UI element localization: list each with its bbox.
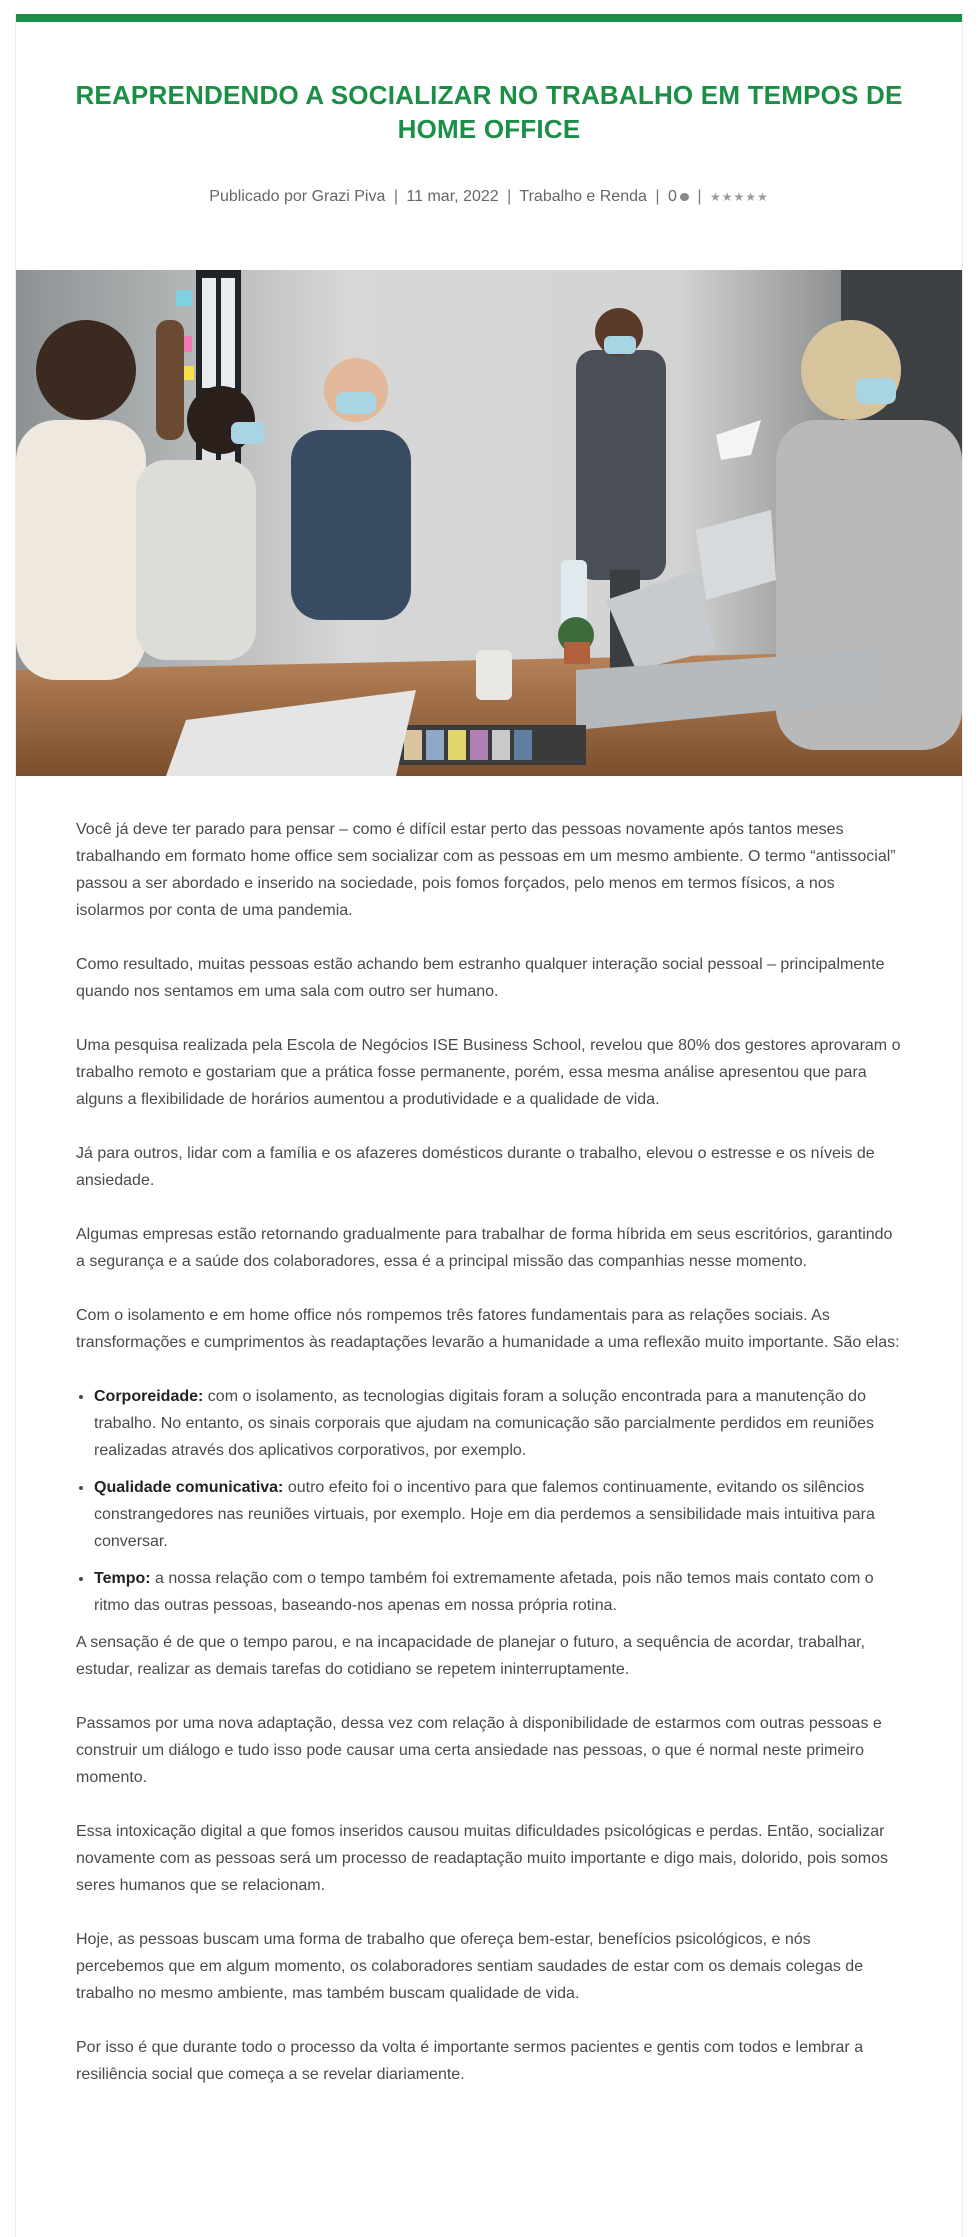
list-item-text: a nossa relação com o tempo também foi extremamente afetada, pois não temos mais contato com o ritmo das outras pessoas, baseando-nos apenas em nossa própria rotina.	[94, 1570, 874, 1614]
published-by-label: Publicado por	[209, 188, 308, 205]
list-item	[94, 1565, 902, 1619]
paragraph: Hoje, as pessoas buscam uma forma de trabalho que ofereça bem-estar, benefícios psicológicos, e nós percebemos que em algum momento, os colaboradores sentiam saudades de estar com os demais colegas de trabalho no mesmo ambiente, mas também buscam qualidade de vida.	[76, 1931, 864, 2002]
paragraph: Você já deve ter parado para pensar – como é difícil estar perto das pessoas novamente após tantos meses trabalhando em formato home office sem socializar com as pessoas em um mesmo ambiente. O termo “antissocial” passou a ser abordado e inserido na sociedade, pois fomos forçados, pelo menos em termos físicos, a nos isolarmos por conta de uma pandemia.	[76, 821, 896, 919]
list-item	[94, 1383, 902, 1464]
meta-separator: |	[393, 188, 398, 205]
list-item-text: outro efeito foi o incentivo para que falemos continuamente, evitando os silêncios constrangedores nas reuniões virtuais, por exemplo. Hoje em dia perdemos a sensibilidade mais intuitiva para conversar.	[94, 1479, 875, 1550]
list-item	[94, 1474, 902, 1555]
paragraph: Uma pesquisa realizada pela Escola de Negócios ISE Business School, revelou que 80% dos gestores aprovaram o trabalho remoto e gostariam que a prática fosse permanente, porém, essa mesma análise apresentou que para alguns a flexibilidade de horários aumentou a produtividade e a qualidade de vida.	[76, 1037, 901, 1108]
paragraph: Já para outros, lidar com a família e os afazeres domésticos durante o trabalho, elevou o estresse e os níveis de ansiedade.	[76, 1145, 875, 1189]
paragraph: A sensação é de que o tempo parou, e na incapacidade de planejar o futuro, a sequência de acordar, trabalhar, estudar, realizar as demais tarefas do cotidiano se repetem ininterruptamente.	[76, 1634, 866, 1678]
paragraph: Essa intoxicação digital a que fomos inseridos causou muitas dificuldades psicológicas e perdas. Então, socializar novamente com as pessoas será um processo de readaptação muito importante e digo mais, dolorido, pois somos seres humanos que se relacionam.	[76, 1823, 888, 1894]
author-link[interactable]: Grazi Piva	[311, 188, 386, 205]
comment-icon	[680, 193, 689, 201]
post-title: REAPRENDENDO A SOCIALIZAR NO TRABALHO EM TEMPOS DE HOME OFFICE	[75, 80, 903, 144]
post-container	[15, 14, 963, 2237]
rating-stars-icon[interactable]: ★★★★★	[709, 190, 769, 204]
article-body	[76, 816, 902, 2088]
comment-count: 0	[667, 188, 677, 205]
list-item-text: com o isolamento, as tecnologias digitais foram a solução encontrada para a manutenção do trabalho. No entanto, os sinais corporais que ajudam na comunicação são parcialmente perdidos em reuniões realizadas através dos aplicativos corporativos, por exemplo.	[94, 1388, 875, 1459]
paragraph: Passamos por uma nova adaptação, dessa vez com relação à disponibilidade de estarmos com outras pessoas e construir um diálogo e tudo isso pode causar uma certa ansiedade nas pessoas, o que é normal neste primeiro momento.	[76, 1715, 882, 1786]
paragraph: Por isso é que durante todo o processo da volta é importante sermos pacientes e gentis com todos e lembrar a resiliência social que começa a se revelar diariamente.	[76, 2039, 864, 2083]
meta-separator: |	[507, 188, 512, 205]
hero-image	[16, 270, 962, 776]
comments-link[interactable]	[668, 188, 689, 205]
meeting-photo-icon	[16, 270, 962, 776]
list-item-term: Qualidade comunicativa:	[94, 1479, 284, 1496]
factors-list	[76, 1383, 902, 1619]
top-accent-bar	[16, 14, 962, 22]
post-date: 11 mar, 2022	[406, 188, 499, 205]
category-link[interactable]: Trabalho e Renda	[519, 188, 647, 205]
paragraph: Com o isolamento e em home office nós rompemos três fatores fundamentais para as relações sociais. As transformações e cumprimentos às readaptações levarão a humanidade a uma reflexão muito importante. São elas:	[76, 1307, 900, 1351]
post-meta	[16, 188, 962, 206]
meta-separator: |	[655, 188, 660, 205]
list-item-term: Corporeidade:	[94, 1388, 204, 1405]
meta-separator: |	[697, 188, 702, 205]
list-item-term: Tempo:	[94, 1570, 151, 1587]
paragraph: Como resultado, muitas pessoas estão achando bem estranho qualquer interação social pessoal – principalmente quando nos sentamos em uma sala com outro ser humano.	[76, 956, 885, 1000]
paragraph: Algumas empresas estão retornando gradualmente para trabalhar de forma híbrida em seus escritórios, garantindo a segurança e a saúde dos colaboradores, essa é a principal missão das companhias nesse momento.	[76, 1226, 893, 1270]
